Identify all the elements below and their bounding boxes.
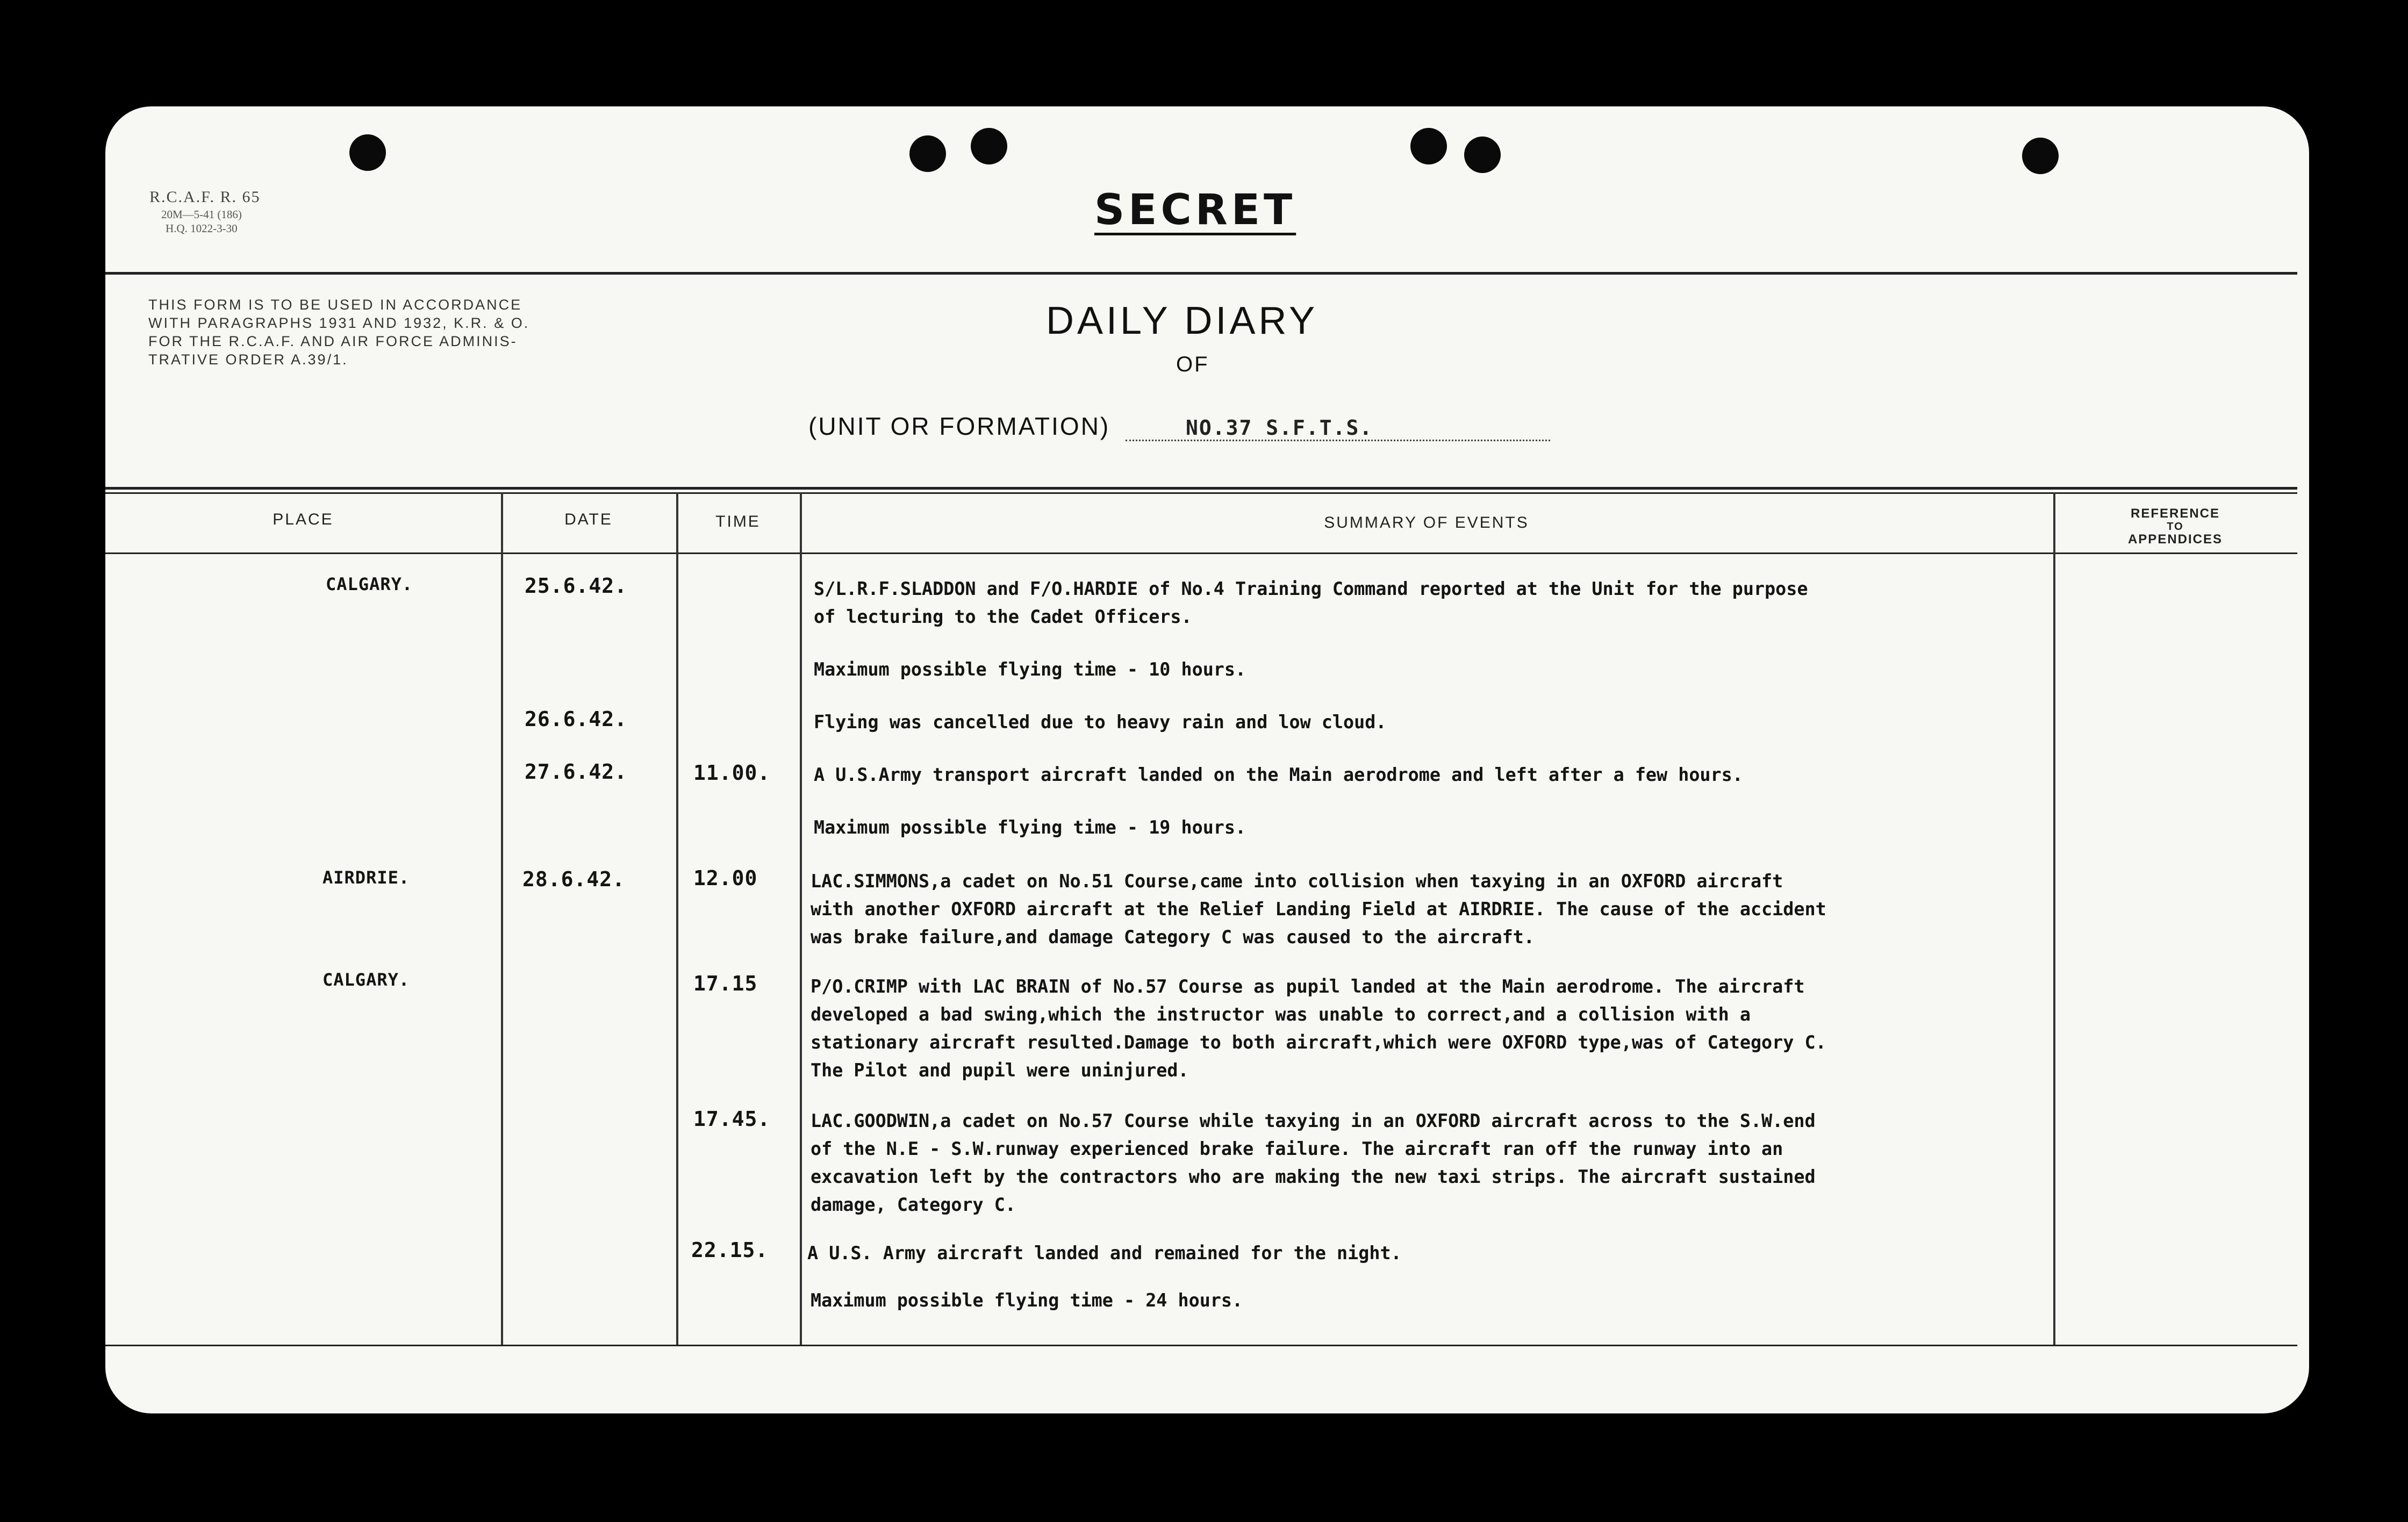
column-header-date: DATE bbox=[564, 511, 613, 528]
instruction-line: FOR THE R.C.A.F. AND AIR FORCE ADMINIS- bbox=[148, 333, 518, 349]
punch-hole bbox=[1410, 128, 1447, 164]
unit-value: NO.37 S.F.T.S. bbox=[1186, 416, 1373, 440]
punch-hole bbox=[349, 134, 386, 171]
classification-heading: SECRET bbox=[1094, 186, 1296, 234]
entry-time: 11.00. bbox=[693, 761, 771, 785]
entry-time: 17.15 bbox=[693, 972, 758, 995]
entry-summary-line: Flying was cancelled due to heavy rain and low cloud. bbox=[814, 712, 1387, 733]
entry-summary-line: excavation left by the contractors who are making the new taxi strips. The aircraft sustained bbox=[811, 1166, 1816, 1187]
entry-summary-line: The Pilot and pupil were uninjured. bbox=[811, 1060, 1189, 1081]
entry-summary-line: Maximum possible flying time - 10 hours. bbox=[814, 659, 1246, 680]
entry-time: 22.15. bbox=[691, 1238, 769, 1262]
instruction-line: THIS FORM IS TO BE USED IN ACCORDANCE bbox=[148, 297, 522, 313]
form-title: DAILY DIARY bbox=[1046, 299, 1318, 342]
entry-summary-line: damage, Category C. bbox=[811, 1194, 1016, 1215]
diary-form-card bbox=[105, 106, 2309, 1413]
entry-summary-line: Maximum possible flying time - 24 hours. bbox=[811, 1290, 1243, 1311]
column-header-place: PLACE bbox=[273, 511, 334, 528]
column-divider bbox=[501, 492, 503, 1345]
instruction-line: WITH PARAGRAPHS 1931 AND 1932, K.R. & O. bbox=[148, 315, 530, 331]
entry-summary-line: Maximum possible flying time - 19 hours. bbox=[814, 817, 1246, 838]
entry-time: 17.45. bbox=[693, 1107, 771, 1131]
punch-hole bbox=[971, 128, 1007, 164]
entry-summary-line: S/L.R.F.SLADDON and F/O.HARDIE of No.4 Training Command reported at the Unit for the purpose bbox=[814, 578, 1808, 599]
form-number: R.C.A.F. R. 65 bbox=[149, 188, 261, 206]
column-header-summary: SUMMARY OF EVENTS bbox=[1324, 514, 1529, 532]
entry-date: 26.6.42. bbox=[525, 707, 628, 731]
entry-date: 25.6.42. bbox=[525, 574, 628, 598]
column-header-time: TIME bbox=[715, 513, 761, 530]
form-print-line: 20M—5-41 (186) bbox=[161, 208, 242, 221]
column-header-reference: REFERENCE TO APPENDICES bbox=[2127, 506, 2223, 547]
form-print-line: H.Q. 1022-3-30 bbox=[166, 222, 238, 235]
unit-dotted-line bbox=[1126, 440, 1550, 441]
unit-label: (UNIT OR FORMATION) bbox=[808, 412, 1110, 440]
entry-time: 12.00 bbox=[693, 866, 758, 890]
entry-summary-line: with another OXFORD aircraft at the Relief Landing Field at AIRDRIE. The cause of the accident bbox=[811, 899, 1826, 920]
header-rule bbox=[105, 272, 2297, 275]
entry-summary-line: developed a bad swing,which the instructor was unable to correct,and a collision with a bbox=[811, 1004, 1751, 1025]
column-header-rule bbox=[105, 552, 2297, 554]
punch-hole bbox=[2022, 138, 2059, 174]
table-top-rule bbox=[105, 487, 2297, 490]
form-title-of: OF bbox=[1176, 353, 1209, 376]
instruction-line: TRATIVE ORDER A.39/1. bbox=[148, 351, 348, 368]
entry-date: 27.6.42. bbox=[525, 760, 628, 784]
column-divider bbox=[2053, 492, 2055, 1345]
punch-hole bbox=[1464, 137, 1501, 173]
entry-summary-line: A U.S.Army transport aircraft landed on the Main aerodrome and left after a few hours. bbox=[814, 764, 1743, 785]
entry-summary-line: of lecturing to the Cadet Officers. bbox=[814, 606, 1192, 627]
entry-summary-line: A U.S. Army aircraft landed and remained for the night. bbox=[807, 1243, 1402, 1263]
entry-place: CALGARY. bbox=[326, 574, 413, 594]
entry-place: AIRDRIE. bbox=[322, 867, 410, 888]
entry-summary-line: was brake failure,and damage Category C was caused to the aircraft. bbox=[811, 927, 1535, 947]
punch-hole bbox=[909, 135, 946, 172]
entry-summary-line: LAC.SIMMONS,a cadet on No.51 Course,came into collision when taxying in an OXFORD aircraft bbox=[811, 871, 1783, 892]
entry-summary-line: of the N.E - S.W.runway experienced brake failure. The aircraft ran off the runway into an bbox=[811, 1138, 1783, 1159]
entry-summary-line: LAC.GOODWIN,a cadet on No.57 Course while taxying in an OXFORD aircraft across to the S.W.end bbox=[811, 1110, 1816, 1131]
column-divider bbox=[676, 492, 678, 1345]
entry-summary-line: P/O.CRIMP with LAC BRAIN of No.57 Course as pupil landed at the Main aerodrome. The aircraft bbox=[811, 976, 1805, 997]
column-divider bbox=[800, 492, 802, 1345]
table-top-rule bbox=[105, 492, 2297, 494]
table-bottom-rule bbox=[105, 1345, 2297, 1346]
entry-date: 28.6.42. bbox=[522, 867, 626, 891]
entry-summary-line: stationary aircraft resulted.Damage to both aircraft,which were OXFORD type,was of Category C. bbox=[811, 1032, 1826, 1053]
form-instructions bbox=[148, 296, 529, 369]
entry-place: CALGARY. bbox=[322, 970, 410, 990]
